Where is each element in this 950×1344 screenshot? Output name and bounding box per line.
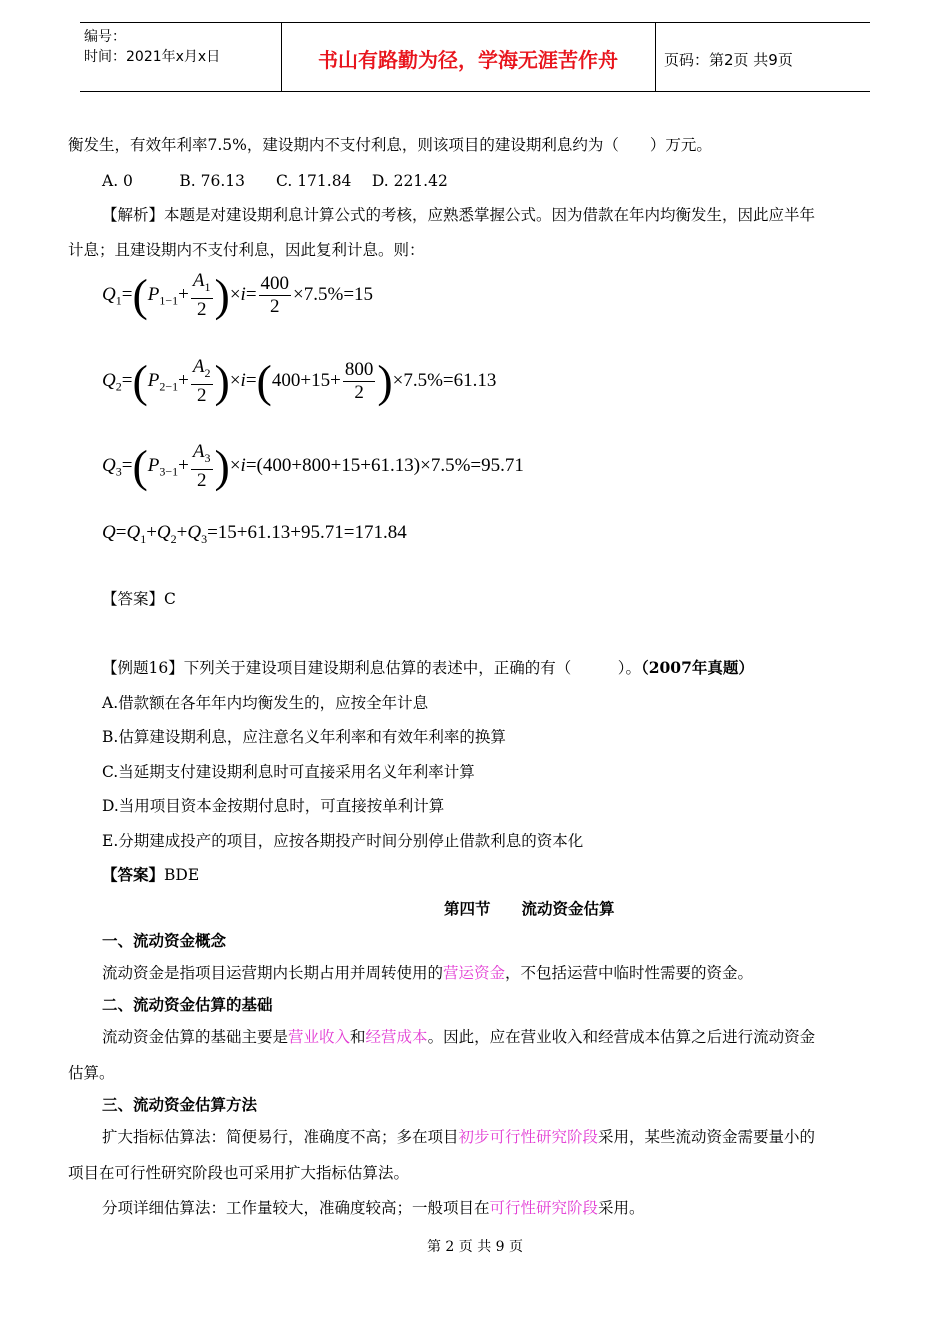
paragraph-continued: 估算。 bbox=[68, 1064, 115, 1082]
question-options: A. 0 B. 76.13 C. 171.84 D. 221.42 bbox=[102, 172, 448, 190]
option-d: D.当用项目资本金按期付息时，可直接按单利计算 bbox=[102, 797, 445, 815]
formula-total: $Q=Q_1+Q_2+Q_3=15+61.13+95.71=171.84$ bbox=[102, 522, 407, 546]
paragraph bbox=[102, 1196, 645, 1218]
header-time: 时间：2021年x月x日 bbox=[84, 49, 221, 65]
text-run: 扩大指标估算法：简便易行，准确度不高；多在项目 bbox=[102, 1128, 459, 1146]
section-heading: 二、流动资金估算的基础 bbox=[102, 995, 273, 1014]
question-stem-text: 【例题16】下列关于建设项目建设期利息估算的表述中，正确的有（ ）。 bbox=[102, 659, 641, 677]
paragraph-continued: 项目在可行性研究阶段也可采用扩大指标估算法。 bbox=[68, 1164, 410, 1182]
text-run: 和 bbox=[350, 1028, 366, 1046]
answer-line: 【答案】C bbox=[102, 590, 176, 608]
question-stem bbox=[102, 656, 754, 678]
header-meta bbox=[84, 27, 220, 67]
formula-q2-result: ×7.5%=61.13 bbox=[392, 369, 497, 391]
option-e: E.分期建成投产的项目，应按各期投产时间分别停止借款利息的资本化 bbox=[102, 832, 584, 850]
text-run: 流动资金是指项目运营期内长期占用并周转使用的 bbox=[102, 964, 444, 982]
header-number: 编号： bbox=[84, 29, 126, 45]
option-a: A.借款额在各年年内均衡发生的，应按全年计息 bbox=[102, 694, 429, 712]
formula-q3: $Q_3=(P_{3-1}+$ $\frac{A_3}{2}$ )×i=(400+800+15+61.13)×7.5%=95.71 bbox=[102, 440, 524, 492]
formula-q1: $Q_1=(P_{1-1}+$ $\frac{A_1}{2}$ )×i= $\frac{400}{2}$ ×7.5%=15 bbox=[102, 269, 374, 321]
highlight-term: 经营成本 bbox=[365, 1028, 428, 1046]
answer-value: BDE bbox=[164, 866, 200, 884]
answer-line bbox=[102, 863, 199, 885]
formula-q2: $Q_2=(P_{2-1}+$ $\frac{A_2}{2}$ )×i=(400+15+ $\frac{800}{2}$ )×7.5%=61.13 bbox=[102, 355, 497, 407]
header-divider bbox=[281, 23, 282, 91]
analysis-line: 【解析】本题是对建设期利息计算公式的考核，应熟悉掌握公式。因为借款在年内均衡发生，因此应半年 bbox=[102, 206, 816, 224]
section-heading: 三、流动资金估算方法 bbox=[102, 1095, 258, 1114]
formula-total-result: =15+61.13+95.71=171.84 bbox=[207, 522, 407, 543]
highlight-term: 初步可行性研究阶段 bbox=[458, 1128, 599, 1146]
highlight-term: 可行性研究阶段 bbox=[489, 1199, 599, 1217]
option-c: C.当延期支付建设期利息时可直接采用名义年利率计算 bbox=[102, 763, 475, 781]
text-run: 采用，某些流动资金需要量小的 bbox=[598, 1128, 816, 1146]
text-run: 。因此，应在营业收入和经营成本估算之后进行流动资金 bbox=[427, 1028, 816, 1046]
paragraph bbox=[102, 1125, 815, 1147]
header-motto: 书山有路勤为径，学海无涯苦作舟 bbox=[318, 48, 618, 72]
formula-q3-inner: 400+800+15+61.13 bbox=[262, 454, 414, 476]
question-source: （2007年真题） bbox=[640, 658, 754, 677]
page-header bbox=[80, 22, 870, 92]
text-run: 分项详细估算法：工作量较大，准确度较高；一般项目在 bbox=[102, 1199, 490, 1217]
section-title: 第四节 流动资金估算 bbox=[444, 899, 615, 918]
text-run: 流动资金估算的基础主要是 bbox=[102, 1028, 289, 1046]
header-page-number: 页码：第2页 共9页 bbox=[664, 51, 793, 69]
paragraph bbox=[102, 1025, 815, 1047]
text-run: ，不包括运营中临时性需要的资金。 bbox=[505, 964, 754, 982]
highlight-term: 营业收入 bbox=[288, 1028, 351, 1046]
question-stem-tail: 衡发生，有效年利率7.5%，建设期内不支付利息，则该项目的建设期利息约为（ ）万元。 bbox=[68, 136, 712, 154]
formula-q1-result: ×7.5%=15 bbox=[293, 283, 374, 305]
highlight-term: 营运资金 bbox=[443, 964, 506, 982]
formula-q3-result: ×7.5%=95.71 bbox=[420, 454, 524, 476]
answer-label: 【答案】 bbox=[102, 865, 165, 884]
option-b: B.估算建设期利息，应注意名义年利率和有效年利率的换算 bbox=[102, 728, 506, 746]
analysis-line: 计息；且建设期内不支付利息，因此复利计息。则： bbox=[68, 241, 425, 259]
text-run: 采用。 bbox=[598, 1199, 645, 1217]
paragraph bbox=[102, 961, 753, 983]
section-heading: 一、流动资金概念 bbox=[102, 931, 227, 950]
header-divider bbox=[655, 23, 656, 91]
page-footer: 第 2 页 共 9 页 bbox=[426, 1239, 524, 1255]
